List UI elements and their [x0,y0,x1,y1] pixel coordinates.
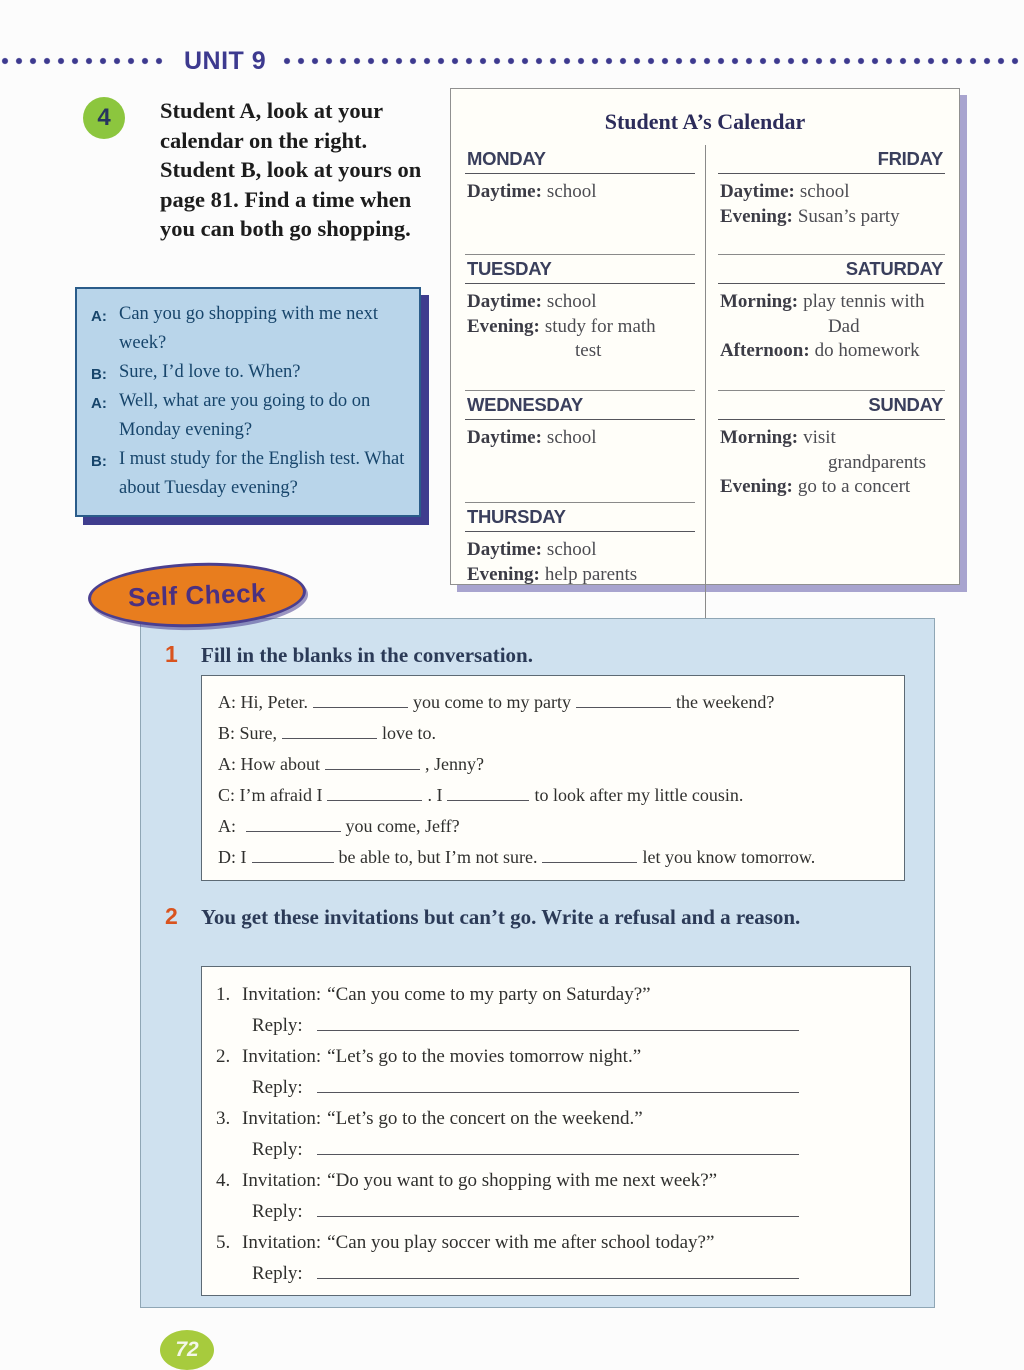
conversation-line [218,811,888,842]
unit-header [0,46,1024,76]
entry-label: Morning: [719,427,799,448]
self-check-label: Self Check [127,577,267,612]
invitation-quote: “Can you come to my party on Saturday?” [327,984,651,1005]
entry-value: school [546,291,597,312]
dialogue-text: Can you go shopping with me next week? [119,304,378,353]
line-text: you come to my party [413,692,571,712]
calendar-left-column [465,145,705,650]
blank-line [282,724,377,739]
blank-line [576,693,671,708]
entry-label: Afternoon: [719,340,810,361]
speaker-label: D: [218,847,236,867]
exercise-2-number: 2 [165,903,178,929]
line-text: , Jenny? [425,754,484,774]
dotted-rule-left [0,56,168,66]
reply-blank-line [317,1265,799,1279]
dialogue-line [91,300,407,358]
entry-value-continued: Dad [827,315,860,337]
dialogue-line [91,445,407,503]
line-text: to look after my little cousin. [534,785,744,805]
entry-value: help parents [544,563,638,585]
invitation-quote: “Do you want to go shopping with me next week?” [327,1170,718,1191]
day-header-wednesday: WEDNESDAY [465,391,695,420]
reply-blank-line [317,1017,799,1031]
day-body-friday [718,174,945,255]
line-text: let you know tomorrow. [642,847,816,867]
item-number: 4. [216,1170,231,1191]
conversation-line [218,842,888,873]
entry-value-continued: test [575,340,602,361]
dialogue-line [91,358,407,387]
reply-label: Reply: [252,1015,303,1036]
reply-label: Reply: [252,1201,303,1222]
entry-value: study for math [544,315,656,337]
day-header-tuesday: TUESDAY [465,255,695,284]
exercise-1-heading [165,641,905,669]
line-text: be able to, but I’m not sure. [338,847,538,867]
conversation-line [218,749,888,780]
exercise-1-title: Fill in the blanks in the conversation. [201,643,533,667]
speaker-label: A: [218,816,236,836]
day-body-wednesday [465,420,695,503]
dialogue-text: Sure, I’d love to. When? [119,362,301,382]
entry-value: do homework [814,340,920,361]
reply-label: Reply: [252,1263,303,1284]
reply-label: Reply: [252,1077,303,1098]
invitation-label: Invitation: [242,984,322,1005]
invitations-box [201,966,911,1296]
invitation-item [216,1041,896,1103]
line-text: Hi, Peter. [240,692,308,712]
invitation-label: Invitation: [242,1046,322,1067]
entry-value: school [546,427,597,448]
fill-in-conversation-box [201,675,905,881]
entry-value: school [546,539,597,560]
entry-label: Daytime: [467,291,542,312]
speaker-label: B: [91,366,107,383]
dotted-rule-right [282,56,1024,66]
invitation-label: Invitation: [242,1108,322,1129]
invitation-item [216,979,896,1041]
conversation-line [218,687,888,718]
entry-value: play tennis with [803,291,925,312]
exercise-4-number-badge [83,97,125,139]
blank-line [252,848,334,863]
day-header-saturday: SATURDAY [718,255,945,284]
self-check-panel [140,618,935,1308]
day-header-friday: FRIDAY [718,145,945,174]
entry-label: Daytime: [467,539,542,560]
invitation-quote: “Let’s go to the movies tomorrow night.” [327,1046,642,1067]
reply-blank-line [317,1203,799,1217]
entry-value: go to a concert [797,476,911,497]
speaker-label: A: [91,395,107,412]
conversation-line [218,780,888,811]
reply-blank-line [317,1079,799,1093]
exercise-2-heading [165,903,865,931]
entry-value: Susan’s party [797,205,900,227]
invitation-item [216,1227,896,1289]
entry-label: Evening: [467,315,540,337]
line-text: Sure, [239,723,278,743]
calendar-right-column [705,145,945,650]
entry-value-continued: grandparents [827,451,927,473]
invitation-label: Invitation: [242,1170,322,1191]
invitation-quote: “Can you play soccer with me after school today?” [327,1232,715,1253]
calendar-title: Student A’s Calendar [604,109,806,134]
blank-line [246,817,341,832]
day-body-monday [465,174,695,255]
speaker-label: B: [91,453,107,470]
line-text: love to. [382,723,437,743]
invitation-item [216,1165,896,1227]
conversation-line [218,718,888,749]
dialogue-text: I must study for the English test. What about Tuesday evening? [119,449,405,498]
exercise-4-number: 4 [97,104,111,131]
unit-label: UNIT 9 [184,46,267,75]
entry-label: Morning: [719,291,799,312]
item-number: 5. [216,1232,231,1253]
page-number: 72 [175,1338,199,1361]
speaker-label: A: [91,308,107,325]
speaker-label: B: [218,723,236,743]
day-header-monday: MONDAY [465,145,695,174]
dialogue-box [75,287,421,517]
blank-line [447,786,529,801]
exercise-2-title: You get these invitations but can’t go. Write a refusal and a reason. [201,905,801,929]
entry-label: Daytime: [467,181,542,202]
blank-line [325,755,420,770]
day-header-sunday: SUNDAY [718,391,945,420]
exercise-4-instructions: Student A, look at your calendar on the right. Student B, look at yours on page 81. Find a time when you can both go shopping. [160,98,422,241]
entry-label: Daytime: [467,427,542,448]
invitation-item [216,1103,896,1165]
reply-blank-line [317,1141,799,1155]
day-body-saturday [718,284,945,391]
entry-label: Evening: [719,205,793,227]
blank-line [327,786,422,801]
line-text: . I [427,785,443,805]
entry-value: visit [803,427,836,448]
speaker-label: A: [218,754,236,774]
line-text: I’m afraid I [239,785,323,805]
student-a-calendar [450,88,960,585]
dialogue-text: Well, what are you going to do on Monday evening? [119,391,371,440]
line-text: I [240,847,247,867]
blank-line [542,848,637,863]
entry-value: school [799,181,850,202]
line-text: the weekend? [675,692,775,712]
day-body-sunday [718,420,945,538]
item-number: 3. [216,1108,231,1129]
day-body-tuesday [465,284,695,391]
page-number-badge [160,1330,214,1370]
entry-label: Evening: [467,563,540,585]
dialogue-line [91,387,407,445]
exercise-1-number: 1 [165,641,178,667]
day-header-thursday: THURSDAY [465,503,695,532]
item-number: 1. [216,984,231,1005]
entry-label: Daytime: [719,181,795,202]
speaker-label: C: [218,785,236,805]
line-text: How about [240,754,320,774]
item-number: 2. [216,1046,231,1067]
blank-line [313,693,408,708]
invitation-quote: “Let’s go to the concert on the weekend.” [327,1108,643,1129]
entry-label: Evening: [719,476,793,497]
line-text: you come, Jeff? [345,816,460,836]
reply-label: Reply: [252,1139,303,1160]
speaker-label: A: [218,692,236,712]
invitation-label: Invitation: [242,1232,322,1253]
entry-value: school [546,181,597,202]
